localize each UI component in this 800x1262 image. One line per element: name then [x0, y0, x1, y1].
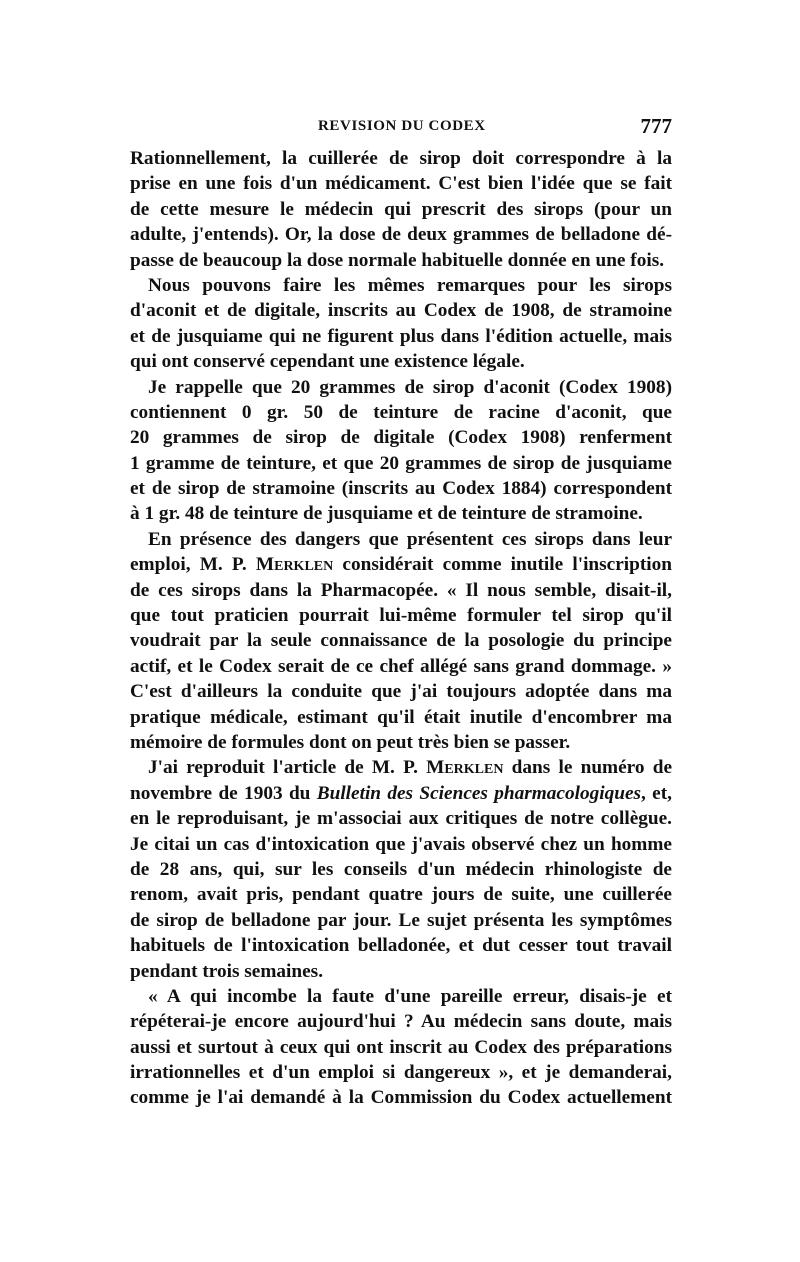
text-line: habituels de l'intoxication belladonée, et dut cesser tout travail	[130, 935, 672, 957]
text-line: répéterai-je encore aujourd'hui ? Au médecin sans doute, mais	[130, 1011, 672, 1033]
text-line: irrationnelles et d'un emploi si dangereux », et je demanderai,	[130, 1062, 672, 1084]
text-line: En présence des dangers que présentent ces sirops dans leur	[148, 528, 672, 550]
text-line: Nous pouvons faire les mêmes remarques pour les sirops	[148, 274, 672, 296]
text-line	[130, 755, 672, 780]
running-head: REVISION DU CODEX	[318, 118, 486, 134]
text-line: d'aconit et de digitale, inscrits au Codex de 1908, de stramoine	[130, 300, 672, 322]
text-line: passe de beaucoup la dose normale habituelle donnée en une fois.	[130, 249, 665, 271]
text-line: et de sirop de stramoine (inscrits au Codex 1884) correspondent	[130, 478, 672, 500]
text-line: de 28 ans, qui, sur les conseils d'un médecin rhinologiste de	[130, 858, 672, 880]
text-line: en le reproduisant, je m'associai aux critiques de notre collègue.	[130, 808, 672, 830]
text-line: Rationnellement, la cuillerée de sirop doit correspondre à la	[130, 148, 672, 169]
text-line: contiennent 0 gr. 50 de teinture de racine d'aconit, que	[130, 401, 672, 423]
text-fragment: , et,	[641, 782, 672, 804]
text-line: comme je l'ai demandé à la Commission du Codex actuellement	[130, 1087, 672, 1109]
text-line: pratique médicale, estimant qu'il était inutile d'encombrer ma	[130, 706, 672, 728]
author-name: Merklen	[426, 757, 504, 779]
text-line: que tout praticien pourrait lui-même formuler tel sirop qu'il	[130, 605, 672, 627]
text-line: voudrait par la seule connaissance de la posologie du principe	[130, 630, 672, 652]
text-line: à 1 gr. 48 de teinture de jusquiame et de teinture de stramoine.	[130, 503, 643, 525]
text-line: de cette mesure le médecin qui prescrit des sirops (pour un	[130, 198, 672, 220]
text-line: aussi et surtout à ceux qui ont inscrit au Codex des préparations	[130, 1036, 672, 1058]
text-line: prise en une fois d'un médicament. C'est bien l'idée que se fait	[130, 173, 672, 195]
body-text	[130, 146, 672, 1111]
text-line: 20 grammes de sirop de digitale (Codex 1908) renferment	[130, 427, 672, 449]
text-line	[130, 552, 672, 577]
text-fragment: considérait comme inutile l'inscription	[333, 554, 672, 576]
page-number: 777	[640, 114, 672, 138]
text-line: « A qui incombe la faute d'une pareille erreur, disais-je et	[148, 985, 672, 1007]
text-line	[130, 781, 672, 806]
text-line: Je citai un cas d'intoxication que j'avais observé chez un homme	[130, 833, 672, 855]
author-name: Merklen	[255, 554, 334, 576]
text-line: actif, et le Codex serait de ce chef allégé sans grand dommage. »	[130, 655, 672, 677]
text-line: 1 gramme de teinture, et que 20 grammes de sirop de jusquiame	[130, 452, 672, 474]
text-line: C'est d'ailleurs la conduite que j'ai toujours adoptée dans ma	[130, 681, 672, 703]
text-fragment: novembre de 1903 du	[130, 782, 317, 804]
text-line: et de jusquiame qui ne figurent plus dans l'édition actuelle, mais	[130, 325, 672, 347]
page-header	[130, 116, 672, 140]
text-line: mémoire de formules dont on peut très bien se passer.	[130, 731, 571, 753]
text-line: renom, avait pris, pendant quatre jours de suite, une cuillerée	[130, 884, 672, 906]
text-fragment: dans le numéro de	[503, 757, 672, 779]
text-line: pendant trois semaines.	[130, 960, 324, 982]
text-line: de ces sirops dans la Pharmacopée. « Il nous semble, disait-il,	[130, 579, 672, 601]
text-line: Je rappelle que 20 grammes de sirop d'aconit (Codex 1908)	[148, 376, 672, 398]
text-fragment: J'ai reproduit l'article de M. P.	[148, 757, 427, 779]
text-line: de sirop de belladone par jour. Le sujet présenta les symptômes	[130, 909, 672, 931]
journal-title: Bulletin des Sciences pharmacologiques	[316, 782, 642, 804]
text-fragment: emploi, M. P.	[130, 554, 256, 576]
text-line: qui ont conservé cependant une existence légale.	[130, 351, 525, 373]
text-line: adulte, j'entends). Or, la dose de deux grammes de belladone dé-	[130, 224, 672, 246]
